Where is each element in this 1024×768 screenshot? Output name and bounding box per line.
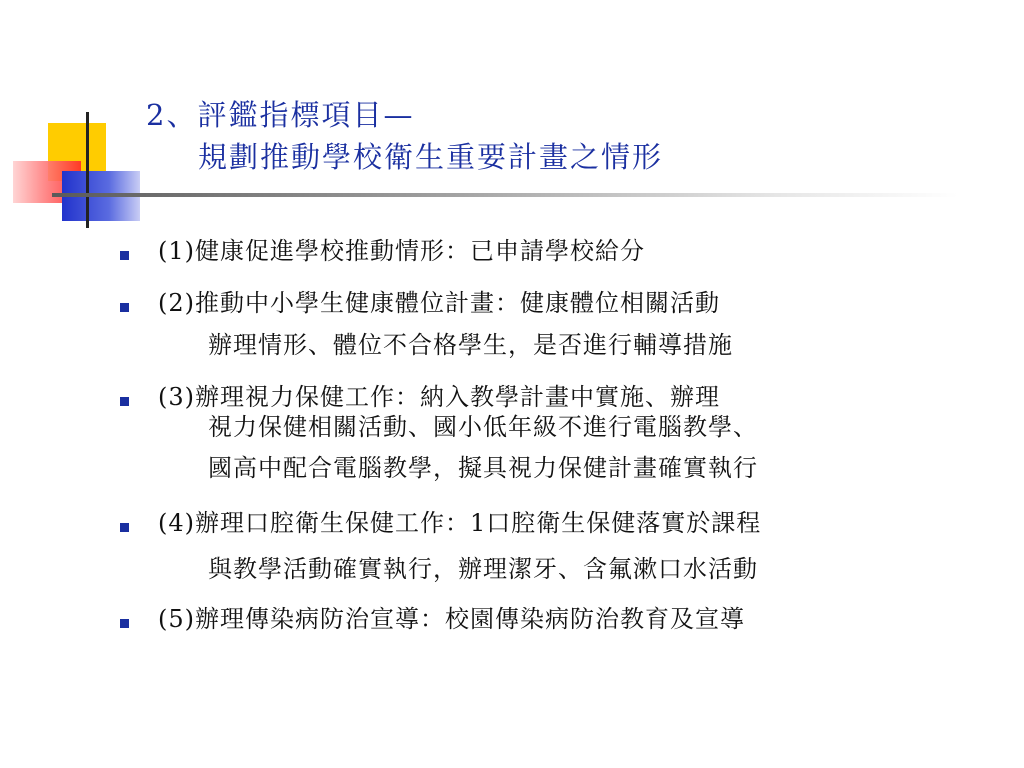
square-bullet-icon	[120, 619, 129, 628]
list-item	[118, 376, 998, 494]
square-bullet-icon	[120, 523, 129, 532]
list-item-text-continued: 國高中配合電腦教學，擬具視力保健計畫確實執行	[208, 454, 758, 482]
square-bullet-icon	[120, 303, 129, 312]
list-item-text: (1)健康促進學校推動情形：已申請學校給分	[158, 237, 645, 265]
list-item	[118, 282, 998, 366]
list-item	[118, 598, 998, 640]
slide-title-line2: 規劃推動學校衛生重要計畫之情形	[198, 140, 664, 174]
slide-title	[146, 94, 663, 178]
slide-title-line1: 2、評鑑指標項目—	[146, 98, 415, 132]
list-item-text: (3)辦理視力保健工作：納入教學計畫中實施、辦理	[158, 383, 720, 411]
list-item	[118, 230, 998, 272]
list-item	[118, 502, 998, 594]
list-item-text: (2)推動中小學生健康體位計畫：健康體位相關活動	[158, 289, 720, 317]
list-item-text-continued: 與教學活動確實執行，辦理潔牙、含氟漱口水活動	[208, 555, 758, 583]
square-bullet-icon	[120, 397, 129, 406]
list-item-text: (4)辦理口腔衛生保健工作：1口腔衛生保健落實於課程	[158, 509, 762, 537]
logo-vertical-line	[86, 112, 89, 228]
list-item-text: (5)辦理傳染病防治宣導：校園傳染病防治教育及宣導	[158, 605, 745, 633]
title-divider-line	[52, 193, 958, 197]
list-item-text-continued: 辦理情形、體位不合格學生，是否進行輔導措施	[208, 331, 733, 359]
list-item-text-continued: 視力保健相關活動、國小低年級不進行電腦教學、	[208, 413, 758, 441]
bullet-list	[118, 230, 998, 640]
square-bullet-icon	[120, 251, 129, 260]
